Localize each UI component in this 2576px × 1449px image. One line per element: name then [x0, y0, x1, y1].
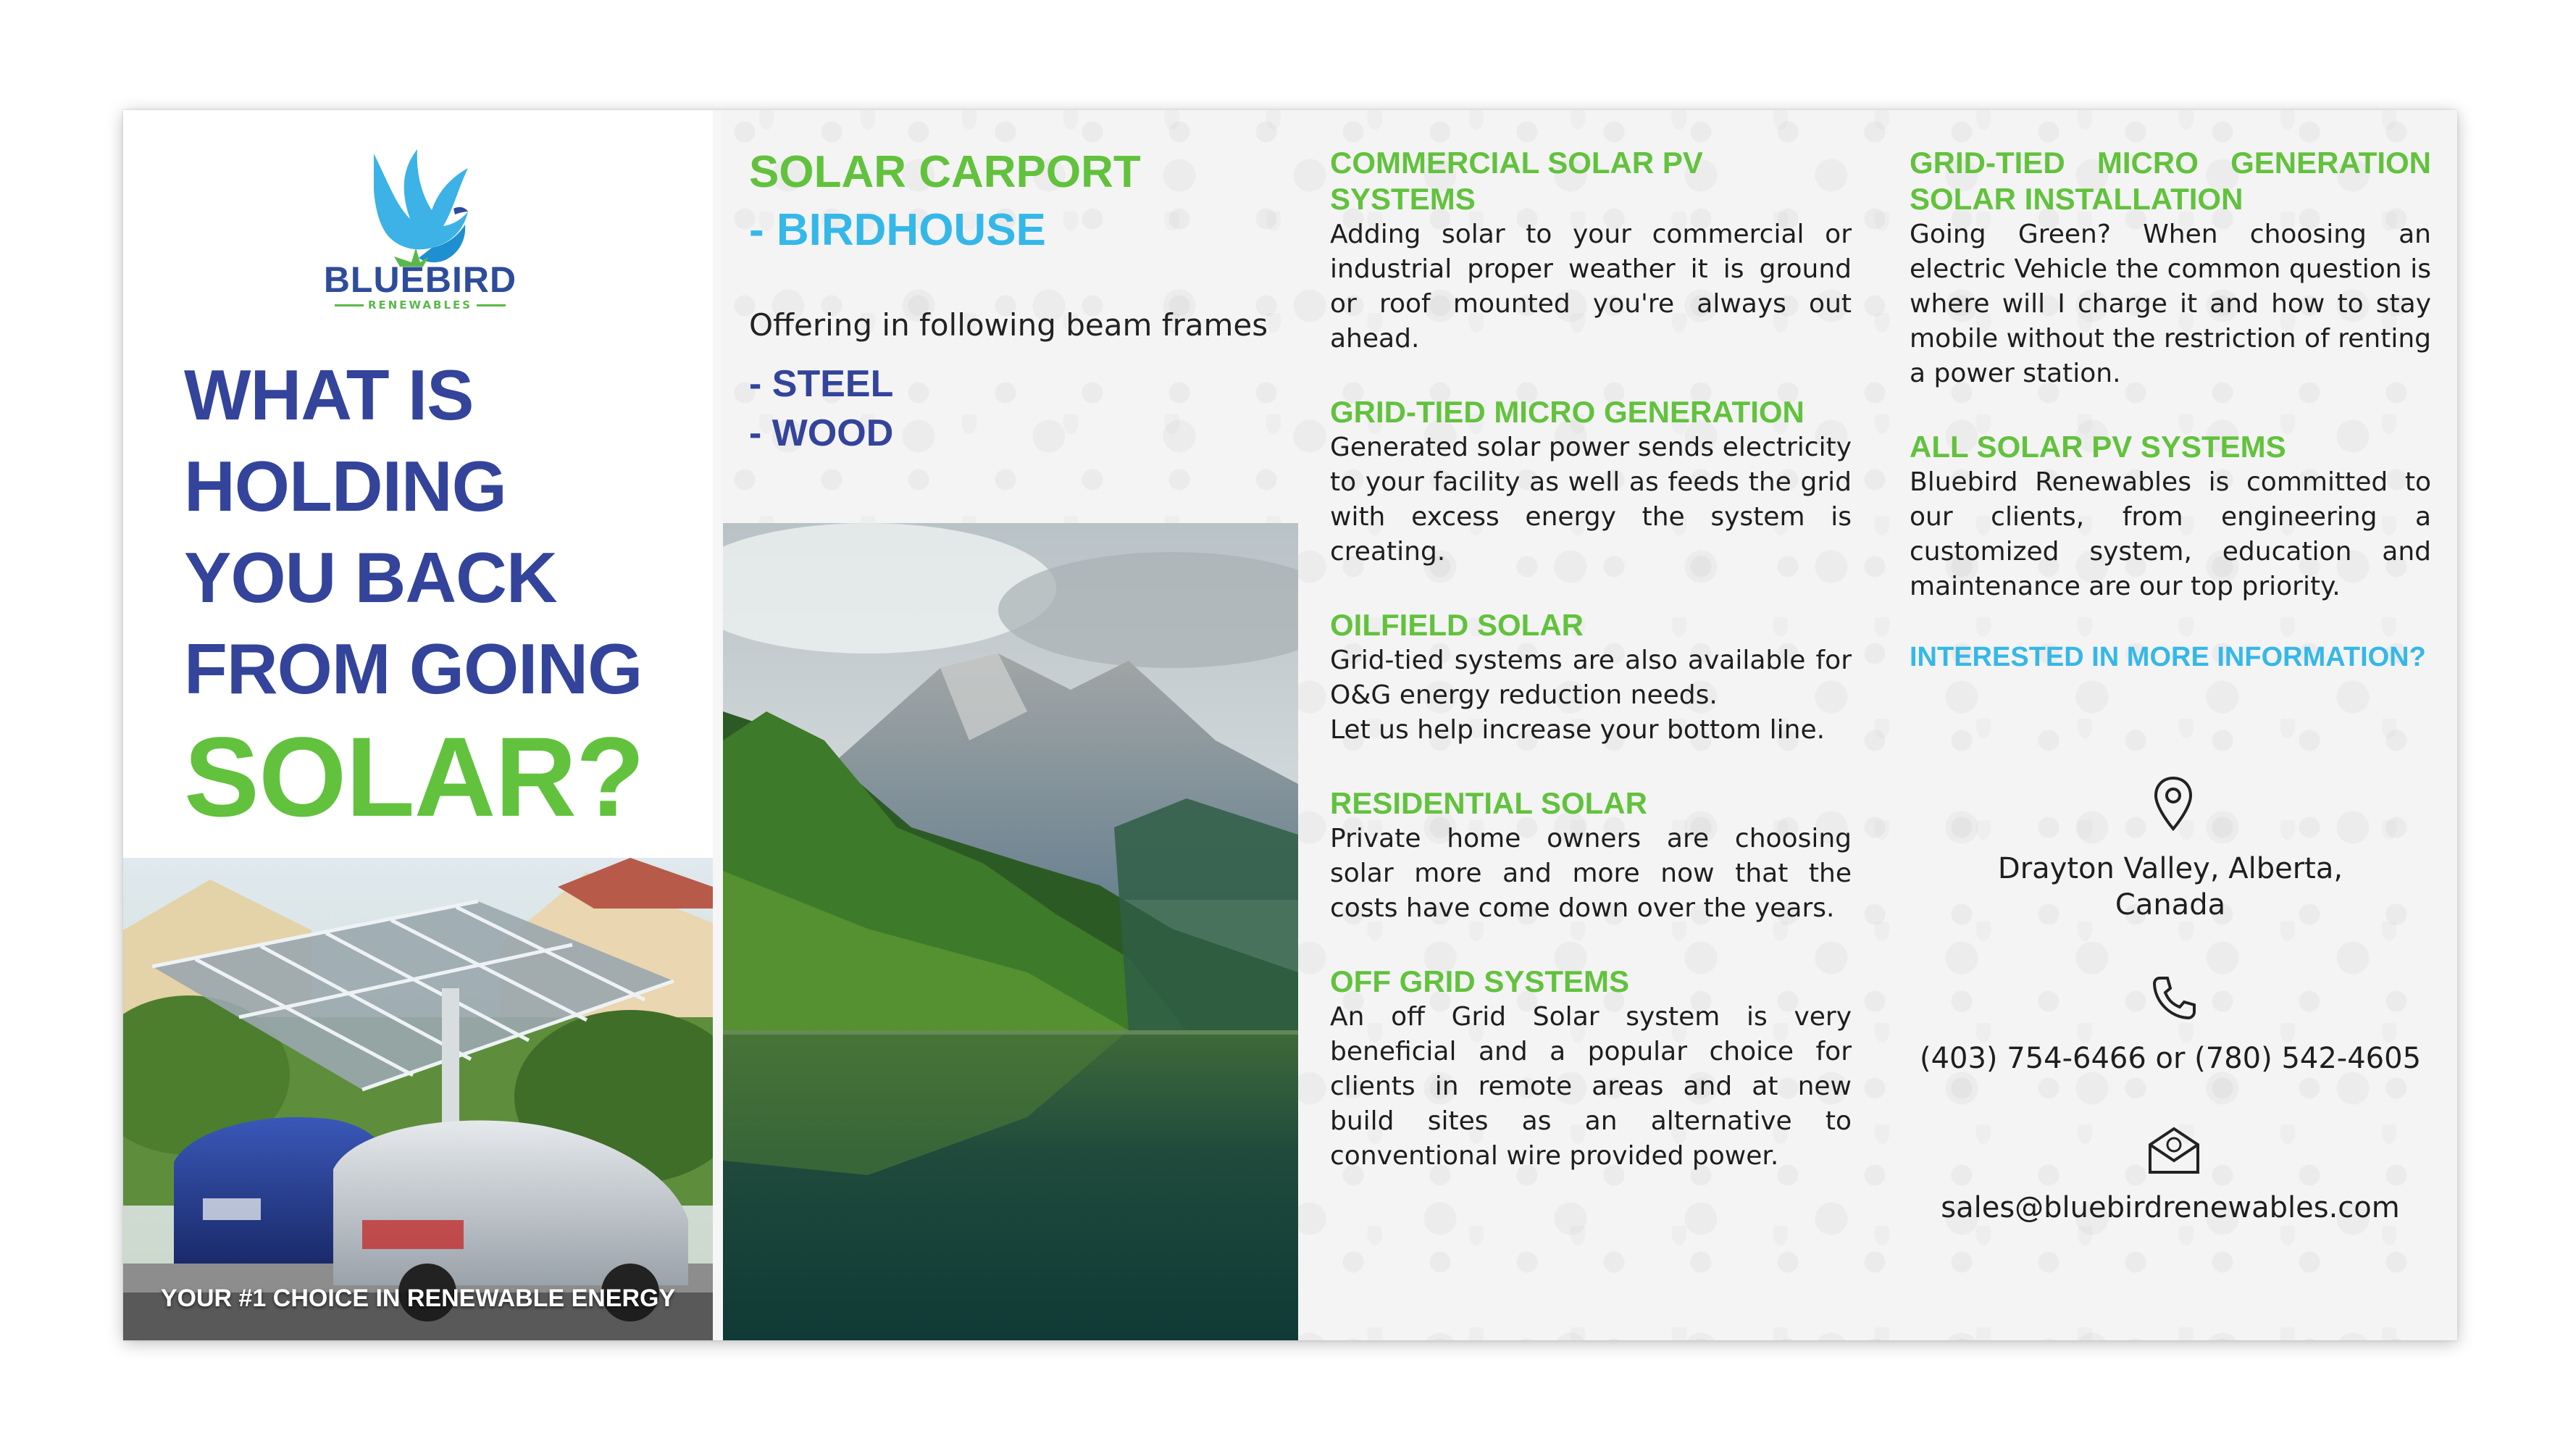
section-oilfield: [1330, 607, 1852, 748]
section-body: Going Green? When choosing an electric Vehicle the common question is where will I charge it and how to stay mobile without the restriction of renting a power station.: [1910, 220, 2431, 388]
frame-wood: - WOOD: [749, 412, 894, 454]
brand-sub: RENEWABLES: [319, 298, 522, 312]
carport-caption: YOUR #1 CHOICE IN RENEWABLE ENERGY: [160, 1285, 676, 1312]
carport-title: SOLAR CARPORT: [749, 147, 1141, 197]
carport-photo: [123, 858, 713, 1340]
location-pin-icon: [2151, 775, 2195, 833]
headline-line-2: HOLDING: [184, 446, 506, 526]
section-commercial: [1330, 145, 1852, 356]
carport-subtitle: - BIRDHOUSE: [749, 205, 1046, 255]
section-heading: RESIDENTIAL SOLAR: [1330, 786, 1647, 820]
section-body: Adding solar to your commercial or industrial proper weather it is ground or roof mounted you're always out ahead.: [1330, 220, 1852, 354]
section-heading: OILFIELD SOLAR: [1330, 608, 1584, 642]
section-body-2: Let us help increase your bottom line.: [1330, 715, 1826, 745]
email-link[interactable]: sales@bluebirdrenewables.com: [1941, 1191, 2400, 1224]
section-body: Private home owners are choosing solar more and more now that the costs have come down over the years.: [1330, 824, 1852, 923]
email-icon: [2147, 1124, 2201, 1175]
headline: [184, 349, 706, 839]
address: [1910, 851, 2431, 923]
phone-icon: [2150, 974, 2198, 1022]
services-list-2: [1910, 145, 2431, 673]
address-line-2: Canada: [2115, 888, 2226, 922]
carport-illustration: [123, 858, 713, 1340]
section-body: Grid-tied systems are also available for O&G energy reduction needs.: [1330, 646, 1852, 710]
headline-line-4: FROM GOING: [184, 629, 643, 709]
info-heading: INTERESTED IN MORE INFORMATION?: [1910, 642, 2426, 672]
section-residential: [1330, 785, 1852, 926]
mountain-lake-illustration: [723, 523, 1298, 1340]
section-grid-tied: [1330, 394, 1852, 569]
headline-line-1: WHAT IS: [184, 355, 474, 435]
section-all-pv: [1910, 429, 2431, 604]
section-body: Generated solar power sends electricity to your facility as well as feeds the grid with excess energy the system is creating.: [1330, 433, 1852, 567]
offering-text: Offering in following beam frames: [749, 307, 1268, 343]
frame-steel: - STEEL: [749, 363, 894, 405]
section-micro-installation: [1910, 145, 2431, 391]
section-heading: GRID-TIED MICRO GENERATION: [1330, 395, 1805, 429]
section-heading: COMMERCIAL SOLAR PV SYSTEMS: [1330, 146, 1703, 216]
address-line-1: Drayton Valley, Alberta,: [1997, 852, 2343, 885]
section-heading: OFF GRID SYSTEMS: [1330, 964, 1630, 998]
section-body: An off Grid Solar system is very beneficial and a popular choice for clients in remote areas and at new build sites as an alternative to conventional wire provided power.: [1330, 1002, 1852, 1171]
brochure-sheet: [123, 110, 2457, 1340]
services-list-1: [1330, 145, 1852, 1211]
carport-panel: [723, 110, 1298, 1340]
brand-name: BLUEBIRD: [323, 259, 517, 300]
cover-panel: [123, 110, 713, 1340]
section-off-grid: [1330, 964, 1852, 1174]
section-body: Bluebird Renewables is committed to our clients, from engineering a customized system, education and maintenance are our top priority.: [1910, 467, 2431, 601]
phone-numbers[interactable]: (403) 754-6466 or (780) 542-4605: [1919, 1042, 2422, 1075]
headline-solar: SOLAR?: [184, 714, 645, 840]
section-heading: ALL SOLAR PV SYSTEMS: [1910, 430, 2286, 464]
mountain-lake-photo: [723, 523, 1298, 1340]
section-heading: GRID-TIED MICRO GENERATION SOLAR INSTALLATION: [1910, 146, 2431, 216]
headline-line-3: YOU BACK: [184, 538, 557, 617]
